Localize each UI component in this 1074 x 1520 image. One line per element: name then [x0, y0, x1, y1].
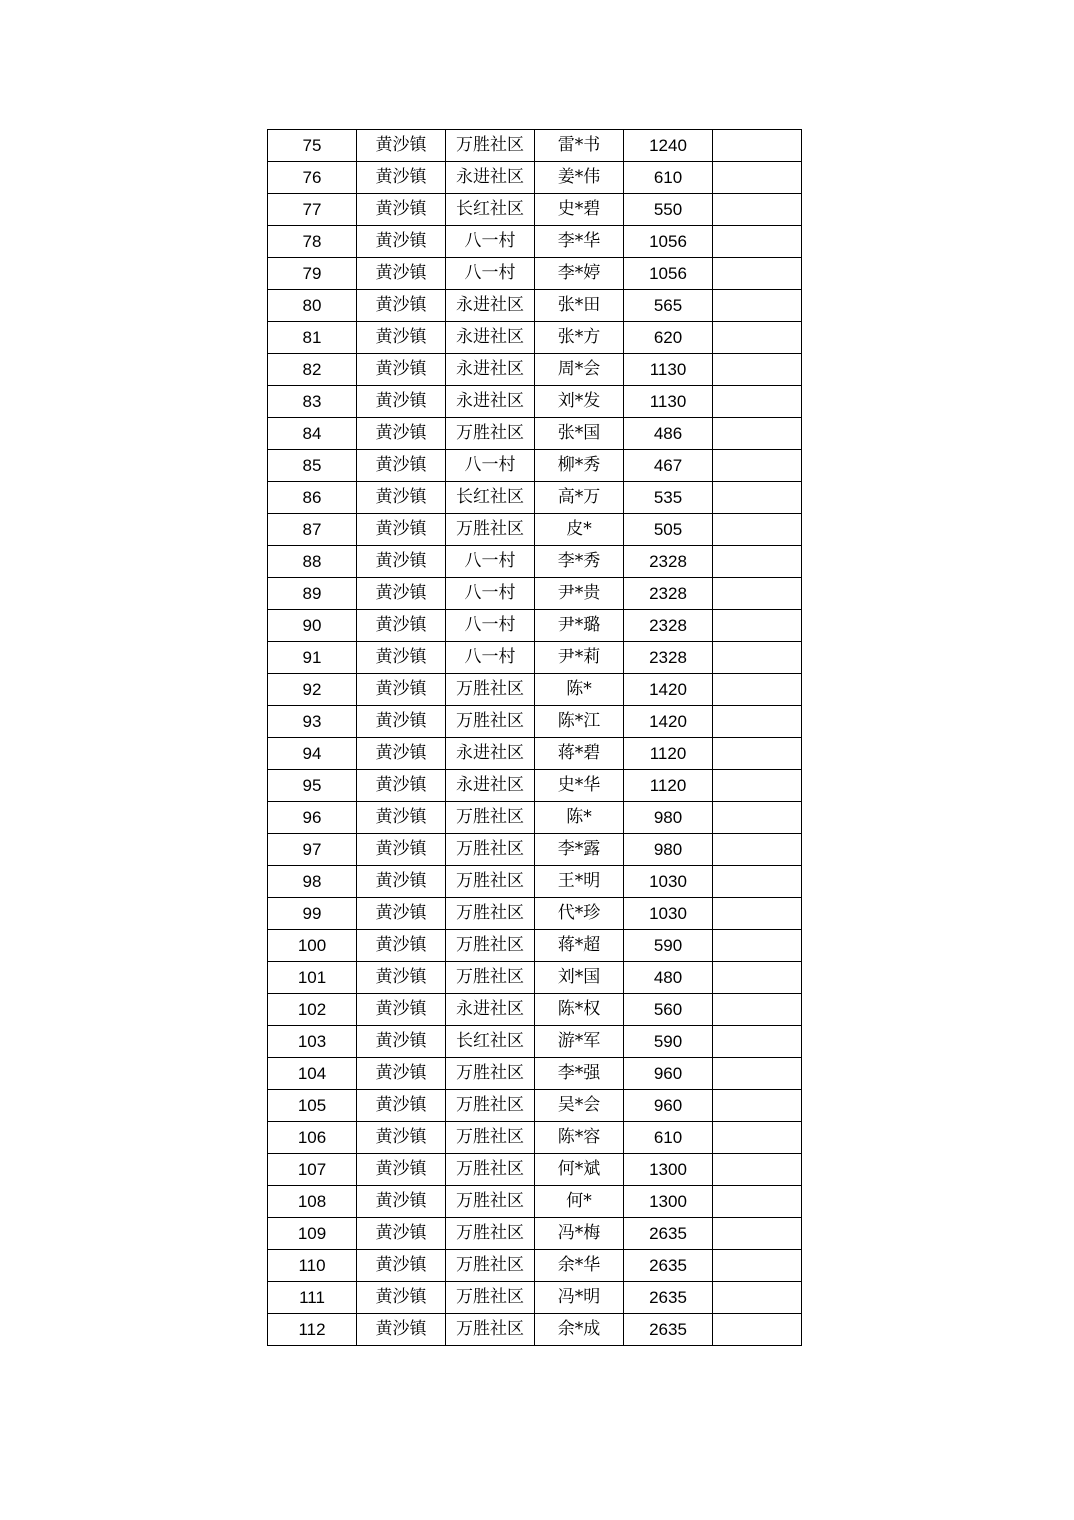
note-cell — [713, 1122, 802, 1154]
table-row — [268, 418, 802, 450]
amount-cell: 620 — [624, 322, 713, 354]
note-cell — [713, 194, 802, 226]
name-cell: 李*华 — [535, 226, 624, 258]
table-row — [268, 514, 802, 546]
row-number: 105 — [268, 1090, 357, 1122]
note-cell — [713, 1218, 802, 1250]
name-cell: 周*会 — [535, 354, 624, 386]
table-row — [268, 290, 802, 322]
community-cell: 长红社区 — [446, 1026, 535, 1058]
row-number: 104 — [268, 1058, 357, 1090]
name-cell: 高*万 — [535, 482, 624, 514]
town-cell: 黄沙镇 — [357, 450, 446, 482]
table-row — [268, 386, 802, 418]
row-number: 93 — [268, 706, 357, 738]
town-cell: 黄沙镇 — [357, 354, 446, 386]
table-row — [268, 226, 802, 258]
table-row — [268, 770, 802, 802]
amount-cell: 2635 — [624, 1250, 713, 1282]
row-number: 101 — [268, 962, 357, 994]
community-cell: 万胜社区 — [446, 674, 535, 706]
note-cell — [713, 578, 802, 610]
table-row — [268, 674, 802, 706]
town-cell: 黄沙镇 — [357, 418, 446, 450]
row-number: 77 — [268, 194, 357, 226]
town-cell: 黄沙镇 — [357, 386, 446, 418]
table-row — [268, 450, 802, 482]
table-row — [268, 578, 802, 610]
note-cell — [713, 1026, 802, 1058]
town-cell: 黄沙镇 — [357, 866, 446, 898]
name-cell: 张*方 — [535, 322, 624, 354]
table-row — [268, 194, 802, 226]
town-cell: 黄沙镇 — [357, 1282, 446, 1314]
row-number: 99 — [268, 898, 357, 930]
name-cell: 陈*江 — [535, 706, 624, 738]
amount-cell: 480 — [624, 962, 713, 994]
row-number: 97 — [268, 834, 357, 866]
town-cell: 黄沙镇 — [357, 834, 446, 866]
table-row — [268, 834, 802, 866]
table-row — [268, 1122, 802, 1154]
community-cell: 八一村 — [446, 642, 535, 674]
amount-cell: 2635 — [624, 1282, 713, 1314]
town-cell: 黄沙镇 — [357, 802, 446, 834]
note-cell — [713, 738, 802, 770]
amount-cell: 590 — [624, 1026, 713, 1058]
amount-cell: 610 — [624, 162, 713, 194]
amount-cell: 1300 — [624, 1186, 713, 1218]
name-cell: 王*明 — [535, 866, 624, 898]
community-cell: 长红社区 — [446, 482, 535, 514]
name-cell: 尹*贵 — [535, 578, 624, 610]
name-cell: 余*华 — [535, 1250, 624, 1282]
amount-cell: 1030 — [624, 866, 713, 898]
note-cell — [713, 1058, 802, 1090]
amount-cell: 980 — [624, 834, 713, 866]
town-cell: 黄沙镇 — [357, 930, 446, 962]
row-number: 106 — [268, 1122, 357, 1154]
table-row — [268, 482, 802, 514]
row-number: 110 — [268, 1250, 357, 1282]
row-number: 81 — [268, 322, 357, 354]
community-cell: 万胜社区 — [446, 898, 535, 930]
row-number: 78 — [268, 226, 357, 258]
town-cell: 黄沙镇 — [357, 898, 446, 930]
row-number: 75 — [268, 130, 357, 162]
town-cell: 黄沙镇 — [357, 290, 446, 322]
community-cell: 万胜社区 — [446, 514, 535, 546]
table-row — [268, 1250, 802, 1282]
amount-cell: 610 — [624, 1122, 713, 1154]
town-cell: 黄沙镇 — [357, 770, 446, 802]
note-cell — [713, 322, 802, 354]
name-cell: 李*强 — [535, 1058, 624, 1090]
row-number: 109 — [268, 1218, 357, 1250]
community-cell: 万胜社区 — [446, 802, 535, 834]
row-number: 85 — [268, 450, 357, 482]
table-row — [268, 130, 802, 162]
table-row — [268, 994, 802, 1026]
table-row — [268, 1090, 802, 1122]
name-cell: 雷*书 — [535, 130, 624, 162]
name-cell: 张*国 — [535, 418, 624, 450]
table-row — [268, 162, 802, 194]
note-cell — [713, 1282, 802, 1314]
amount-cell: 560 — [624, 994, 713, 1026]
amount-cell: 1420 — [624, 706, 713, 738]
table-row — [268, 642, 802, 674]
town-cell: 黄沙镇 — [357, 322, 446, 354]
table-row — [268, 1314, 802, 1346]
amount-cell: 2328 — [624, 546, 713, 578]
name-cell: 史*华 — [535, 770, 624, 802]
town-cell: 黄沙镇 — [357, 738, 446, 770]
note-cell — [713, 162, 802, 194]
row-number: 79 — [268, 258, 357, 290]
community-cell: 八一村 — [446, 546, 535, 578]
amount-cell: 486 — [624, 418, 713, 450]
note-cell — [713, 1090, 802, 1122]
row-number: 111 — [268, 1282, 357, 1314]
amount-cell: 1130 — [624, 354, 713, 386]
name-cell: 李*秀 — [535, 546, 624, 578]
amount-cell: 1056 — [624, 258, 713, 290]
town-cell: 黄沙镇 — [357, 1026, 446, 1058]
row-number: 88 — [268, 546, 357, 578]
community-cell: 万胜社区 — [446, 1154, 535, 1186]
amount-cell: 2635 — [624, 1314, 713, 1346]
town-cell: 黄沙镇 — [357, 258, 446, 290]
amount-cell: 1240 — [624, 130, 713, 162]
note-cell — [713, 770, 802, 802]
community-cell: 八一村 — [446, 450, 535, 482]
note-cell — [713, 386, 802, 418]
row-number: 112 — [268, 1314, 357, 1346]
community-cell: 永进社区 — [446, 290, 535, 322]
town-cell: 黄沙镇 — [357, 130, 446, 162]
data-table — [267, 129, 802, 1346]
table-row — [268, 706, 802, 738]
amount-cell: 565 — [624, 290, 713, 322]
community-cell: 八一村 — [446, 610, 535, 642]
row-number: 95 — [268, 770, 357, 802]
row-number: 107 — [268, 1154, 357, 1186]
table-row — [268, 1058, 802, 1090]
town-cell: 黄沙镇 — [357, 578, 446, 610]
table-row — [268, 1218, 802, 1250]
name-cell: 蒋*碧 — [535, 738, 624, 770]
community-cell: 永进社区 — [446, 738, 535, 770]
amount-cell: 2328 — [624, 610, 713, 642]
note-cell — [713, 1314, 802, 1346]
amount-cell: 1120 — [624, 770, 713, 802]
community-cell: 八一村 — [446, 226, 535, 258]
row-number: 84 — [268, 418, 357, 450]
table-row — [268, 962, 802, 994]
community-cell: 永进社区 — [446, 354, 535, 386]
name-cell: 吴*会 — [535, 1090, 624, 1122]
table-row — [268, 546, 802, 578]
community-cell: 万胜社区 — [446, 1282, 535, 1314]
community-cell: 万胜社区 — [446, 1250, 535, 1282]
amount-cell: 467 — [624, 450, 713, 482]
town-cell: 黄沙镇 — [357, 706, 446, 738]
community-cell: 万胜社区 — [446, 1218, 535, 1250]
row-number: 87 — [268, 514, 357, 546]
note-cell — [713, 418, 802, 450]
amount-cell: 2328 — [624, 578, 713, 610]
town-cell: 黄沙镇 — [357, 226, 446, 258]
name-cell: 刘*国 — [535, 962, 624, 994]
note-cell — [713, 258, 802, 290]
name-cell: 李*露 — [535, 834, 624, 866]
note-cell — [713, 546, 802, 578]
note-cell — [713, 450, 802, 482]
town-cell: 黄沙镇 — [357, 1250, 446, 1282]
community-cell: 长红社区 — [446, 194, 535, 226]
name-cell: 冯*明 — [535, 1282, 624, 1314]
note-cell — [713, 994, 802, 1026]
community-cell: 万胜社区 — [446, 130, 535, 162]
table-row — [268, 1154, 802, 1186]
name-cell: 皮* — [535, 514, 624, 546]
community-cell: 万胜社区 — [446, 418, 535, 450]
row-number: 100 — [268, 930, 357, 962]
table-row — [268, 258, 802, 290]
name-cell: 何* — [535, 1186, 624, 1218]
table-row — [268, 610, 802, 642]
name-cell: 余*成 — [535, 1314, 624, 1346]
name-cell: 冯*梅 — [535, 1218, 624, 1250]
name-cell: 陈*容 — [535, 1122, 624, 1154]
table-row — [268, 1282, 802, 1314]
amount-cell: 1420 — [624, 674, 713, 706]
name-cell: 代*珍 — [535, 898, 624, 930]
community-cell: 万胜社区 — [446, 1122, 535, 1154]
note-cell — [713, 1154, 802, 1186]
note-cell — [713, 962, 802, 994]
community-cell: 万胜社区 — [446, 962, 535, 994]
town-cell: 黄沙镇 — [357, 674, 446, 706]
community-cell: 万胜社区 — [446, 1058, 535, 1090]
town-cell: 黄沙镇 — [357, 1186, 446, 1218]
community-cell: 永进社区 — [446, 322, 535, 354]
name-cell: 陈* — [535, 674, 624, 706]
amount-cell: 2328 — [624, 642, 713, 674]
note-cell — [713, 706, 802, 738]
table-row — [268, 930, 802, 962]
amount-cell: 550 — [624, 194, 713, 226]
name-cell: 张*田 — [535, 290, 624, 322]
row-number: 102 — [268, 994, 357, 1026]
amount-cell: 505 — [624, 514, 713, 546]
town-cell: 黄沙镇 — [357, 162, 446, 194]
row-number: 92 — [268, 674, 357, 706]
amount-cell: 1300 — [624, 1154, 713, 1186]
table-row — [268, 322, 802, 354]
amount-cell: 1056 — [624, 226, 713, 258]
town-cell: 黄沙镇 — [357, 1154, 446, 1186]
row-number: 96 — [268, 802, 357, 834]
row-number: 108 — [268, 1186, 357, 1218]
row-number: 82 — [268, 354, 357, 386]
note-cell — [713, 226, 802, 258]
community-cell: 永进社区 — [446, 162, 535, 194]
amount-cell: 535 — [624, 482, 713, 514]
town-cell: 黄沙镇 — [357, 546, 446, 578]
community-cell: 永进社区 — [446, 386, 535, 418]
note-cell — [713, 514, 802, 546]
name-cell: 蒋*超 — [535, 930, 624, 962]
community-cell: 万胜社区 — [446, 1314, 535, 1346]
note-cell — [713, 354, 802, 386]
note-cell — [713, 130, 802, 162]
name-cell: 李*婷 — [535, 258, 624, 290]
community-cell: 八一村 — [446, 258, 535, 290]
amount-cell: 980 — [624, 802, 713, 834]
town-cell: 黄沙镇 — [357, 1218, 446, 1250]
table-row — [268, 1186, 802, 1218]
note-cell — [713, 642, 802, 674]
table-body — [268, 130, 802, 1346]
town-cell: 黄沙镇 — [357, 482, 446, 514]
amount-cell: 1030 — [624, 898, 713, 930]
name-cell: 游*军 — [535, 1026, 624, 1058]
row-number: 83 — [268, 386, 357, 418]
community-cell: 万胜社区 — [446, 706, 535, 738]
name-cell: 史*碧 — [535, 194, 624, 226]
row-number: 94 — [268, 738, 357, 770]
row-number: 89 — [268, 578, 357, 610]
note-cell — [713, 610, 802, 642]
town-cell: 黄沙镇 — [357, 1122, 446, 1154]
community-cell: 万胜社区 — [446, 930, 535, 962]
town-cell: 黄沙镇 — [357, 642, 446, 674]
table-row — [268, 738, 802, 770]
row-number: 103 — [268, 1026, 357, 1058]
community-cell: 万胜社区 — [446, 1090, 535, 1122]
note-cell — [713, 834, 802, 866]
town-cell: 黄沙镇 — [357, 514, 446, 546]
note-cell — [713, 290, 802, 322]
community-cell: 万胜社区 — [446, 866, 535, 898]
town-cell: 黄沙镇 — [357, 962, 446, 994]
community-cell: 永进社区 — [446, 994, 535, 1026]
community-cell: 万胜社区 — [446, 834, 535, 866]
amount-cell: 1120 — [624, 738, 713, 770]
town-cell: 黄沙镇 — [357, 610, 446, 642]
amount-cell: 960 — [624, 1058, 713, 1090]
community-cell: 八一村 — [446, 578, 535, 610]
table-row — [268, 1026, 802, 1058]
name-cell: 陈*权 — [535, 994, 624, 1026]
amount-cell: 960 — [624, 1090, 713, 1122]
town-cell: 黄沙镇 — [357, 194, 446, 226]
name-cell: 尹*璐 — [535, 610, 624, 642]
row-number: 76 — [268, 162, 357, 194]
row-number: 80 — [268, 290, 357, 322]
note-cell — [713, 866, 802, 898]
town-cell: 黄沙镇 — [357, 1058, 446, 1090]
note-cell — [713, 802, 802, 834]
name-cell: 柳*秀 — [535, 450, 624, 482]
amount-cell: 590 — [624, 930, 713, 962]
row-number: 90 — [268, 610, 357, 642]
town-cell: 黄沙镇 — [357, 994, 446, 1026]
note-cell — [713, 930, 802, 962]
table-row — [268, 354, 802, 386]
community-cell: 永进社区 — [446, 770, 535, 802]
note-cell — [713, 898, 802, 930]
row-number: 98 — [268, 866, 357, 898]
note-cell — [713, 674, 802, 706]
name-cell: 姜*伟 — [535, 162, 624, 194]
name-cell: 何*斌 — [535, 1154, 624, 1186]
table-row — [268, 898, 802, 930]
community-cell: 万胜社区 — [446, 1186, 535, 1218]
note-cell — [713, 482, 802, 514]
name-cell: 尹*莉 — [535, 642, 624, 674]
row-number: 86 — [268, 482, 357, 514]
amount-cell: 2635 — [624, 1218, 713, 1250]
note-cell — [713, 1186, 802, 1218]
town-cell: 黄沙镇 — [357, 1314, 446, 1346]
name-cell: 陈* — [535, 802, 624, 834]
town-cell: 黄沙镇 — [357, 1090, 446, 1122]
note-cell — [713, 1250, 802, 1282]
table-row — [268, 802, 802, 834]
amount-cell: 1130 — [624, 386, 713, 418]
table-row — [268, 866, 802, 898]
name-cell: 刘*发 — [535, 386, 624, 418]
row-number: 91 — [268, 642, 357, 674]
